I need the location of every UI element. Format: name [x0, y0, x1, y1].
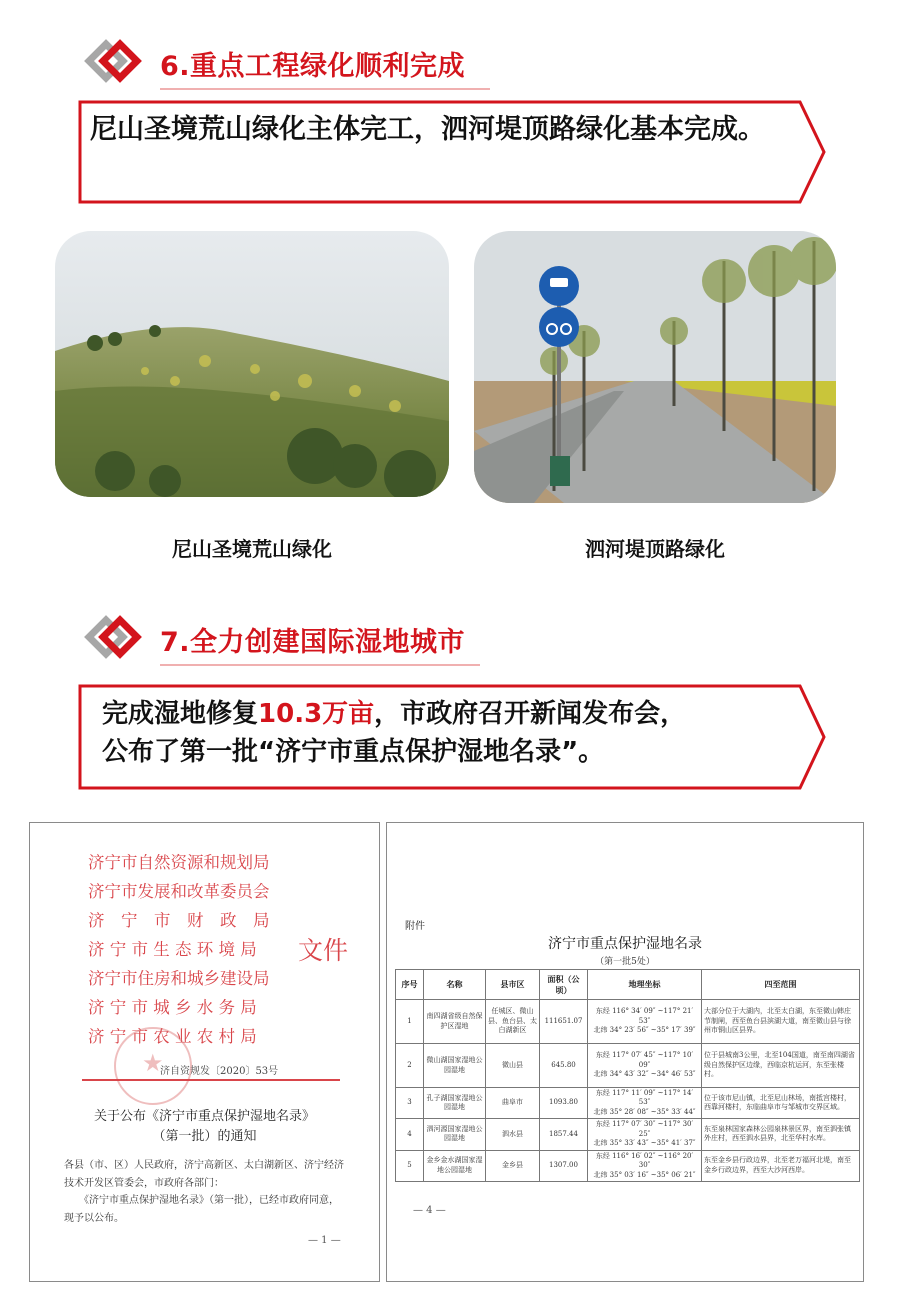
row-county: 任城区、微山县、鱼台县、太白湖新区	[486, 1000, 540, 1044]
column-header: 地理坐标	[588, 970, 702, 1000]
coord-latitude: 北纬 35° 03′ 16″ ~35° 06′ 21″	[593, 1170, 696, 1179]
coord-longitude: 东经 116° 16′ 02″ ~116° 20′ 30″	[595, 1151, 694, 1170]
section-6-heading	[84, 38, 465, 88]
body-line: 各县（市、区）人民政府，济宁高新区、太白湖新区、济宁经济	[64, 1160, 344, 1171]
row-county: 微山县	[486, 1044, 540, 1088]
row-name: 孔子湖国家湿地公园湿地	[424, 1088, 486, 1119]
annex-document	[386, 822, 864, 1282]
row-coord	[588, 1119, 702, 1150]
row-area: 1093.80	[540, 1088, 588, 1119]
row-area: 111651.07	[540, 1000, 588, 1044]
coord-latitude: 北纬 35° 28′ 08″ ~35° 33′ 44″	[593, 1107, 696, 1116]
coord-latitude: 北纬 34° 23′ 56″ ~35° 17′ 39″	[593, 1026, 696, 1035]
column-header: 四至范围	[702, 970, 860, 1000]
notice-title-line-1: 关于公布《济宁市重点保护湿地名录》	[93, 1109, 315, 1124]
row-coord	[588, 1000, 702, 1044]
callout-line-2: 公布了第一批“济宁市重点保护湿地名录”。	[102, 736, 605, 767]
section-6-callout	[78, 100, 828, 204]
table-row	[396, 1119, 860, 1150]
page-number: — 4 —	[413, 1205, 446, 1216]
row-no: 3	[396, 1088, 424, 1119]
diamond-rings-icon	[84, 39, 144, 87]
document-number: 济自资规发〔2020〕53号	[160, 1066, 279, 1077]
notice-document	[29, 822, 380, 1282]
row-range: 位于该市尼山镇，北至尼山林场，南抵宫楼村，西靠河楼村，东临曲阜市与邹城市交界区域。	[702, 1088, 860, 1119]
row-coord	[588, 1044, 702, 1088]
wetland-table	[395, 969, 860, 1182]
notice-body	[64, 1157, 364, 1227]
agency-name: 济宁市发展和改革委员会	[88, 882, 270, 901]
column-header: 名称	[424, 970, 486, 1000]
callout-pre: 完成湿地修复	[102, 699, 259, 729]
heading-underline	[160, 664, 480, 666]
row-no: 2	[396, 1044, 424, 1088]
row-no: 4	[396, 1119, 424, 1150]
red-divider	[82, 1079, 340, 1081]
row-range: 位于县城南3公里，北至104国道，南至南四湖省级自然保护区边缘，西临京杭运河，东至张楼村。	[702, 1044, 860, 1088]
coord-latitude: 北纬 34° 43′ 32″ ~34° 46′ 53″	[593, 1070, 696, 1079]
row-range: 东至金乡县行政边界，北至老万福河北堤，南至金乡行政边界，西至大沙河西岸。	[702, 1150, 860, 1181]
row-county: 曲阜市	[486, 1088, 540, 1119]
column-header: 县市区	[486, 970, 540, 1000]
heading-underline	[160, 88, 490, 90]
coord-longitude: 东经 117° 07′ 45″ ~117° 10′ 09″	[595, 1051, 694, 1069]
row-name: 南四湖省级自然保护区湿地	[424, 1000, 486, 1044]
callout-post: ，市政府召开新闻发布会，	[374, 699, 687, 729]
column-header: 序号	[396, 970, 424, 1000]
agency-name: 济宁市住房和城乡建设局	[88, 969, 270, 988]
agency-name: 济 宁 市 财 政 局	[88, 911, 270, 930]
section-6-callout-text: 尼山圣境荒山绿化主体完工，泗河堤顶路绿化基本完成。	[90, 114, 765, 145]
row-name: 泗河源国家湿地公园湿地	[424, 1119, 486, 1150]
annex-table-title: 济宁市重点保护湿地名录	[548, 936, 702, 952]
callout-line-1	[102, 696, 802, 734]
row-coord	[588, 1088, 702, 1119]
photo-caption-sihe: 泗河堤顶路绿化	[585, 537, 725, 561]
document-type-label: 文件	[298, 936, 349, 965]
section-7-callout	[78, 684, 828, 790]
row-coord	[588, 1150, 702, 1181]
row-no: 5	[396, 1150, 424, 1181]
table-row	[396, 1000, 860, 1044]
row-name: 金乡金水湖国家湿地公园湿地	[424, 1150, 486, 1181]
section-7-heading	[84, 614, 465, 664]
row-name: 微山湖国家湿地公园湿地	[424, 1044, 486, 1088]
table-row	[396, 1150, 860, 1181]
section-6-title: 6.重点工程绿化顺利完成	[160, 50, 466, 82]
row-county: 泗水县	[486, 1119, 540, 1150]
coord-longitude: 东经 116° 34′ 09″ ~117° 21′ 53″	[595, 1007, 694, 1025]
row-no: 1	[396, 1000, 424, 1044]
row-county: 金乡县	[486, 1150, 540, 1181]
column-header: 面积（公顷）	[540, 970, 588, 1000]
section-7-title: 7.全力创建国际湿地城市	[160, 626, 466, 658]
body-line: 技术开发区管委会，市政府各部门：	[64, 1177, 224, 1189]
row-area: 1307.00	[540, 1150, 588, 1181]
diamond-rings-icon	[84, 615, 144, 663]
agency-name: 济 宁 市 城 乡 水 务 局	[88, 998, 257, 1017]
table-header-row	[396, 970, 860, 1000]
photo-sihe-embankment-road	[474, 231, 836, 503]
table-row	[396, 1044, 860, 1088]
callout-highlight-number: 10.3万亩	[258, 699, 375, 729]
agency-name: 济 宁 市 农 业 农 村 局	[88, 1027, 257, 1046]
agency-name: 济宁市自然资源和规划局	[88, 853, 270, 872]
section-7-callout-text	[102, 696, 802, 771]
page-number: — 1 —	[308, 1235, 341, 1246]
notice-title-line-2: （第一批）的通知	[152, 1129, 257, 1144]
row-range: 大部分位于大湖内，北至太白湖，东至微山韩庄节制闸，西至鱼台县滨湖大道，南至微山县与徐州市铜山区县界。	[702, 1000, 860, 1044]
row-area: 645.80	[540, 1044, 588, 1088]
body-line: 《济宁市重点保护湿地名录》（第一批），已经市政府同意，	[64, 1195, 339, 1206]
row-range: 东至泉林国家森林公园泉林景区界，南至泗张镇外庄村，西至泗水县界，北至华村水库。	[702, 1119, 860, 1150]
photo-nishan-mountain-greening	[55, 231, 449, 497]
coord-longitude: 东经 117° 11′ 09″ ~117° 14′ 53″	[595, 1089, 694, 1107]
coord-longitude: 东经 117° 07′ 30″ ~117° 30′ 25″	[595, 1120, 694, 1138]
row-area: 1857.44	[540, 1119, 588, 1150]
annex-label: 附件	[405, 921, 425, 932]
table-row	[396, 1088, 860, 1119]
coord-latitude: 北纬 35° 33′ 43″ ~35° 41′ 37″	[593, 1139, 696, 1148]
body-line: 现予以公布。	[64, 1212, 124, 1224]
photo-caption-nishan: 尼山圣境荒山绿化	[172, 537, 332, 561]
agency-name: 济 宁 市 生 态 环 境 局	[88, 940, 257, 959]
annex-table-subtitle: （第一批5处）	[595, 957, 655, 967]
